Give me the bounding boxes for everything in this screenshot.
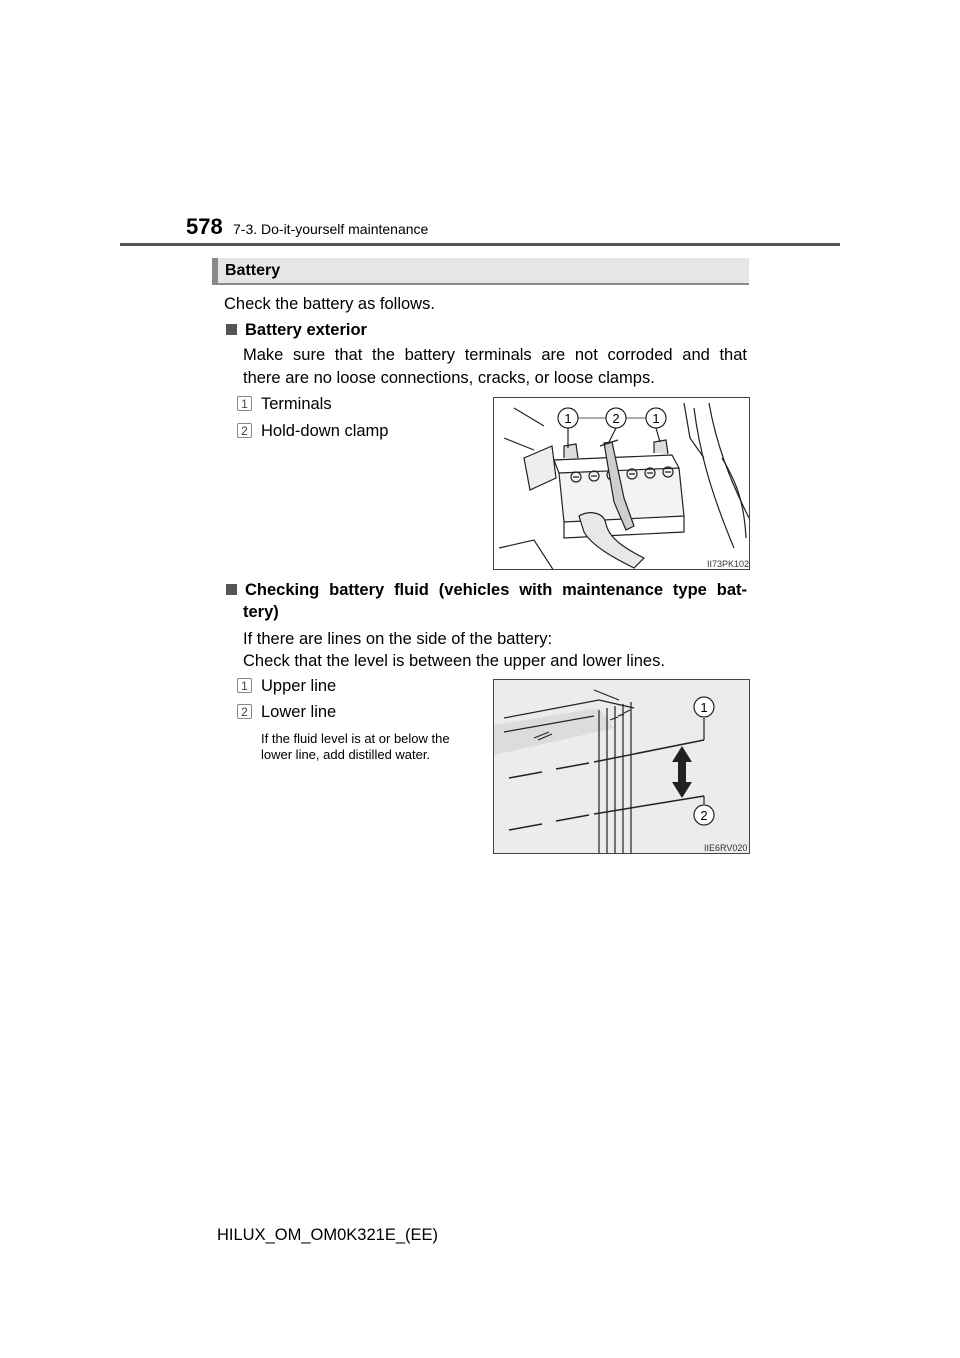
bullet-square-icon xyxy=(226,584,237,595)
section-intro: Check the battery as follows. xyxy=(224,295,435,313)
callout-number-badge: 2 xyxy=(237,704,252,719)
figure-code: IIE6RV020 xyxy=(704,843,748,853)
battery-fluid-line1: If there are lines on the side of the battery: xyxy=(243,630,553,648)
page-number: 578 xyxy=(186,214,223,239)
callout-number-badge: 1 xyxy=(237,396,252,411)
terminals-label: Terminals xyxy=(261,395,332,413)
battery-exterior-illustration xyxy=(494,398,750,570)
figure-callout-number: 1 xyxy=(564,411,572,426)
bullet-square-icon xyxy=(226,324,237,335)
header-rule xyxy=(120,243,840,246)
fluid-note-line2: lower line, add distilled water. xyxy=(261,747,431,762)
figure-code: II73PK102 xyxy=(707,559,750,569)
battery-exterior-heading-text: Battery exterior xyxy=(245,321,367,339)
callout-number-badge: 2 xyxy=(237,423,252,438)
battery-exterior-figure xyxy=(493,397,750,570)
lower-line-label: Lower line xyxy=(261,703,337,721)
battery-fluid-heading-cont: tery) xyxy=(243,603,279,621)
section-bar-accent xyxy=(212,258,218,285)
battery-fluid-line2: Check that the level is between the upper and lower lines. xyxy=(243,652,665,670)
figure-callout-number: 2 xyxy=(700,808,708,823)
upper-line-label: Upper line xyxy=(261,677,337,695)
battery-exterior-heading xyxy=(226,318,367,342)
battery-fluid-figure xyxy=(493,679,750,854)
figure-callout-number: 1 xyxy=(700,700,708,715)
document-code: HILUX_OM_OM0K321E_(EE) xyxy=(217,1226,439,1244)
section-title: 7-3. Do-it-yourself maintenance xyxy=(233,221,429,237)
section-bar xyxy=(212,258,749,285)
figure-callout-number: 2 xyxy=(612,411,620,426)
fluid-note-line1: If the fluid level is at or below the xyxy=(261,731,450,746)
battery-fluid-heading-text: Checking battery fluid (vehicles with maintenance type bat- xyxy=(245,581,747,599)
hold-down-clamp-label: Hold-down clamp xyxy=(261,422,389,440)
battery-exterior-line2: there are no loose connections, cracks, or loose clamps. xyxy=(243,369,655,387)
battery-fluid-illustration xyxy=(494,680,750,854)
battery-exterior-line1: Make sure that the battery terminals are not corroded and that xyxy=(243,346,747,364)
battery-fluid-heading xyxy=(226,578,747,602)
figure-callout-number: 1 xyxy=(652,411,660,426)
section-heading: Battery xyxy=(225,262,281,279)
callout-number-badge: 1 xyxy=(237,678,252,693)
